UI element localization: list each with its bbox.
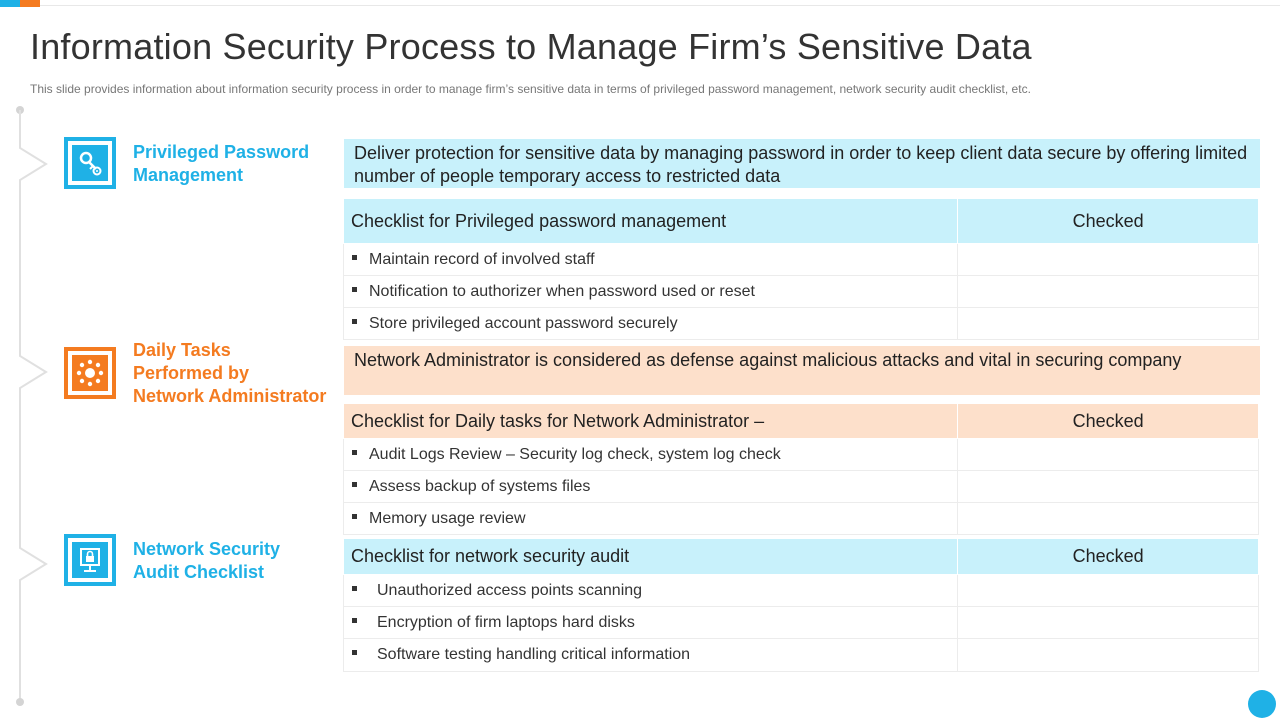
bullet-icon (352, 482, 357, 487)
checklist-table-daily-tasks (343, 403, 1259, 535)
table-header-row (344, 199, 1259, 244)
bullet-icon (352, 514, 357, 519)
key-gear-icon (64, 137, 116, 189)
table-row (344, 471, 1259, 503)
bullet-icon (352, 255, 357, 260)
checklist-header: Checklist for network security audit (344, 539, 958, 575)
table-row (344, 503, 1259, 535)
checked-cell (958, 639, 1259, 672)
bullet-icon (352, 650, 357, 655)
checked-cell (958, 439, 1259, 471)
table-row (344, 439, 1259, 471)
section-title-privileged-password: Privileged Password Management (133, 142, 310, 185)
table-row (344, 276, 1259, 308)
table-header-row (344, 404, 1259, 439)
checklist-table-privileged-password (343, 198, 1259, 340)
corner-accent-blue (0, 0, 20, 7)
checklist-header: Checklist for Privileged password management (344, 199, 958, 244)
checked-cell (958, 503, 1259, 535)
checked-cell (958, 276, 1259, 308)
page-subtitle: This slide provides information about information security process in order to manage firm’s sensitive data in terms of privileged password management, network security audit checklist, etc. (30, 82, 1031, 96)
checklist-header: Checklist for Daily tasks for Network Administrator – (344, 404, 958, 439)
checklist-item: Maintain record of involved staff (369, 250, 595, 268)
table-row (344, 308, 1259, 340)
bullet-icon (352, 450, 357, 455)
section-title-network-security: Network Security Audit Checklist (133, 539, 281, 582)
table-row (344, 244, 1259, 276)
checklist-item: Memory usage review (369, 509, 526, 527)
table-row (344, 575, 1259, 607)
checklist-item: Notification to authorizer when password used or reset (369, 282, 755, 300)
page-title: Information Security Process to Manage Firm’s Sensitive Data (30, 26, 1032, 67)
checklist-item: Assess backup of systems files (369, 477, 591, 495)
checklist-table-network-security (343, 538, 1259, 672)
checked-cell (958, 607, 1259, 639)
section-description-privileged-password: Deliver protection for sensitive data by managing password in order to keep client data secure by offering limited number of people temporary access to restricted data (344, 139, 1260, 188)
checked-cell (958, 244, 1259, 276)
section-title-daily-tasks: Daily Tasks Performed by Network Administrator (133, 340, 327, 406)
checked-cell (958, 471, 1259, 503)
checklist-item: Encryption of firm laptops hard disks (377, 613, 635, 631)
checked-cell (958, 575, 1259, 607)
secure-monitor-icon (64, 534, 116, 586)
table-row (344, 607, 1259, 639)
checklist-item: Audit Logs Review – Security log check, system log check (369, 445, 781, 463)
checked-cell (958, 308, 1259, 340)
bullet-icon (352, 586, 357, 591)
corner-accent-orange (20, 0, 40, 7)
bullet-icon (352, 319, 357, 324)
timeline (0, 100, 60, 710)
bullet-icon (352, 618, 357, 623)
section-description-daily-tasks: Network Administrator is considered as defense against malicious attacks and vital in securing company (344, 346, 1260, 395)
checked-header: Checked (958, 404, 1259, 439)
bullet-icon (352, 287, 357, 292)
network-hub-icon (64, 347, 116, 399)
checklist-item: Unauthorized access points scanning (377, 581, 643, 599)
page-indicator-dot (1248, 690, 1276, 718)
table-header-row (344, 539, 1259, 575)
checklist-item: Store privileged account password securely (369, 314, 678, 332)
table-row (344, 639, 1259, 672)
checked-header: Checked (958, 199, 1259, 244)
checked-header: Checked (958, 539, 1259, 575)
checklist-item: Software testing handling critical information (377, 646, 691, 663)
top-divider (40, 5, 1280, 6)
